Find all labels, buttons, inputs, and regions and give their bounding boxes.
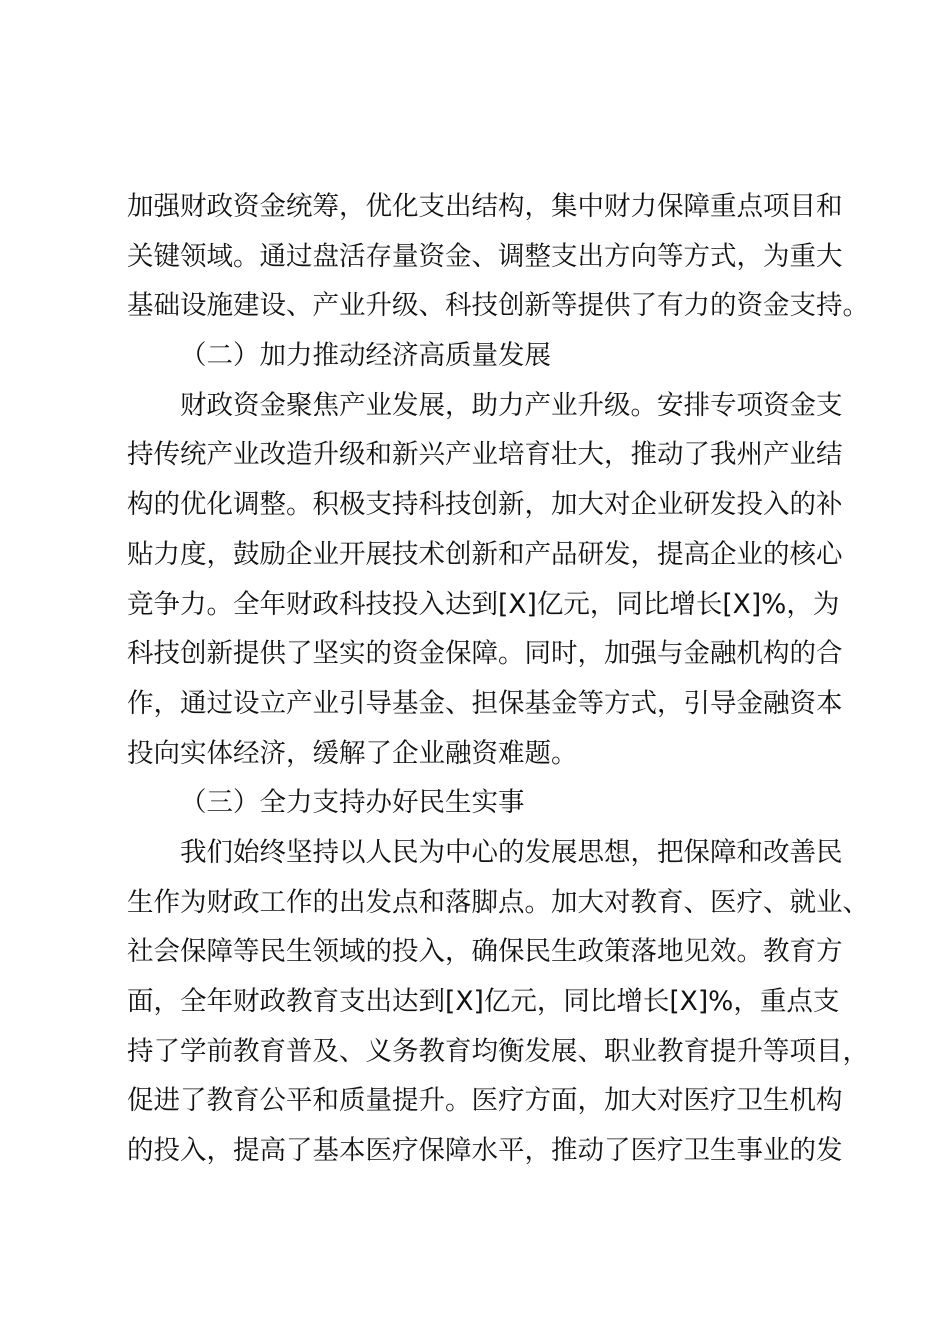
paragraph-line: 作，通过设立产业引导基金、担保基金等方式，引导金融资本 xyxy=(127,687,843,719)
paragraph-line: 竞争力。全年财政科技投入达到[X]亿元，同比增长[X]%，为 xyxy=(127,588,840,620)
document-body xyxy=(127,182,869,1176)
paragraph-line: 关键领域。通过盘活存量资金、调整支出方向等方式，为重大 xyxy=(127,240,843,272)
paragraph-line: 投向实体经济，缓解了企业融资难题。 xyxy=(127,737,578,769)
paragraph-line: 促进了教育公平和质量提升。医疗方面，加大对医疗卫生机构 xyxy=(127,1085,843,1117)
paragraph-line: 的投入，提高了基本医疗保障水平，推动了医疗卫生事业的发 xyxy=(127,1135,843,1167)
section-heading-3: （三）全力支持办好民生实事 xyxy=(180,787,525,819)
paragraph-line: 面，全年财政教育支出达到[X]亿元，同比增长[X]%，重点支 xyxy=(127,986,840,1017)
paragraph-line: 贴力度，鼓励企业开展技术创新和产品研发，提高企业的核心 xyxy=(127,538,843,570)
paragraph-line: 科技创新提供了坚实的资金保障。同时，加强与金融机构的合 xyxy=(127,638,843,670)
paragraph-line: 社会保障等民生领域的投入，确保民生政策落地见效。教育方 xyxy=(127,936,843,968)
paragraph-line: 我们始终坚持以人民为中心的发展思想，把保障和改善民 xyxy=(180,836,843,868)
paragraph-line: 生作为财政工作的出发点和落脚点。加大对教育、医疗、就业、 xyxy=(127,886,869,918)
paragraph-line: 持了学前教育普及、义务教育均衡发展、职业教育提升等项目， xyxy=(127,1035,869,1067)
paragraph-line: 构的优化调整。积极支持科技创新，加大对企业研发投入的补 xyxy=(127,489,843,521)
paragraph-line: 持传统产业改造升级和新兴产业培育壮大，推动了我州产业结 xyxy=(127,439,843,471)
section-heading-2: （二）加力推动经济高质量发展 xyxy=(180,340,551,372)
paragraph-line: 加强财政资金统筹，优化支出结构，集中财力保障重点项目和 xyxy=(127,191,843,222)
paragraph-line: 财政资金聚焦产业发展，助力产业升级。安排专项资金支 xyxy=(180,389,843,421)
paragraph-line: 基础设施建设、产业升级、科技创新等提供了有力的资金支持。 xyxy=(127,290,869,322)
